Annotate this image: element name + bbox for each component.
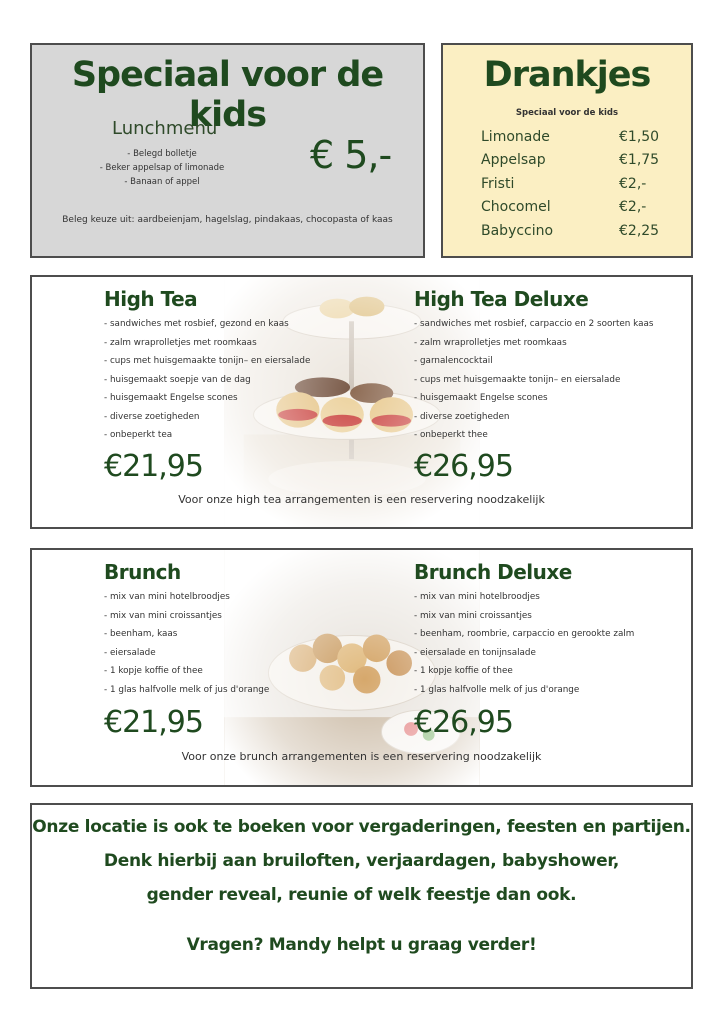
brunch-column bbox=[104, 560, 364, 699]
high-tea-title: High Tea bbox=[104, 287, 198, 311]
drink-row bbox=[481, 219, 681, 243]
drink-name: Babyccino bbox=[481, 222, 554, 239]
high-tea-deluxe-title: High Tea Deluxe bbox=[414, 287, 589, 311]
kids-menu-panel bbox=[30, 43, 425, 258]
high-tea-deluxe-price: €26,95 bbox=[414, 449, 513, 484]
events-line: Onze locatie is ook te boeken voor vergaderingen, feesten en partijen. bbox=[32, 817, 691, 837]
brunch-deluxe-items bbox=[414, 588, 674, 699]
list-item: - 1 glas halfvolle melk of jus d'orange bbox=[414, 684, 580, 695]
lunch-item: - Beker appelsap of limonade bbox=[99, 163, 225, 173]
brunch-price: €21,95 bbox=[104, 705, 203, 740]
drink-name: Appelsap bbox=[481, 152, 546, 169]
list-item: - mix van mini croissantjes bbox=[414, 610, 532, 621]
list-item: - mix van mini hotelbroodjes bbox=[104, 592, 230, 602]
drinks-title: Drankjes bbox=[483, 55, 651, 95]
brunch-panel bbox=[30, 548, 693, 787]
list-item: - diverse zoetigheden bbox=[104, 411, 200, 422]
list-item: - eiersalade bbox=[104, 647, 156, 658]
list-item: - diverse zoetigheden bbox=[414, 411, 510, 422]
events-line: gender reveal, reunie of welk feestje dan ook. bbox=[146, 885, 577, 905]
list-item: - onbeperkt thee bbox=[414, 430, 488, 440]
brunch-deluxe-title: Brunch Deluxe bbox=[414, 560, 572, 584]
lunch-item: - Belegd bolletje bbox=[127, 149, 197, 159]
brunch-reservation-note: Voor onze brunch arrangementen is een reservering noodzakelijk bbox=[181, 750, 542, 763]
list-item: - sandwiches met rosbief, gezond en kaas bbox=[104, 319, 289, 329]
drinks-panel bbox=[441, 43, 693, 258]
lunch-item: - Banaan of appel bbox=[124, 177, 200, 187]
list-item: - cups met huisgemaakte tonijn– en eiersalade bbox=[104, 356, 311, 366]
high-tea-items bbox=[104, 315, 364, 445]
drink-price: €2,- bbox=[619, 199, 647, 216]
drink-price: €2,- bbox=[619, 175, 647, 192]
list-item: - beenham, roombrie, carpaccio en gerookte zalm bbox=[414, 629, 635, 639]
brunch-deluxe-column bbox=[414, 560, 674, 699]
drink-name: Chocomel bbox=[481, 199, 551, 216]
drink-row bbox=[481, 196, 681, 220]
lunch-menu-title: Lunchmenu bbox=[112, 118, 218, 139]
list-item: - 1 kopje koffie of thee bbox=[414, 666, 513, 676]
drink-price: €2,25 bbox=[619, 222, 660, 239]
high-tea-price: €21,95 bbox=[104, 449, 203, 484]
list-item: - mix van mini hotelbroodjes bbox=[414, 592, 540, 602]
list-item: - zalm wraprolletjes met roomkaas bbox=[104, 337, 257, 348]
brunch-items bbox=[104, 588, 364, 699]
kids-topping-note: Beleg keuze uit: aardbeienjam, hagelslag, pindakaas, chocopasta of kaas bbox=[62, 215, 393, 225]
kids-title: Speciaal voor de kids bbox=[71, 55, 384, 135]
list-item: - beenham, kaas bbox=[104, 629, 178, 639]
list-item: - sandwiches met rosbief, carpaccio en 2 soorten kaas bbox=[414, 319, 654, 329]
drink-name: Limonade bbox=[481, 128, 550, 145]
events-panel bbox=[30, 803, 693, 989]
list-item: - onbeperkt tea bbox=[104, 430, 173, 440]
high-tea-reservation-note: Voor onze high tea arrangementen is een reservering noodzakelijk bbox=[178, 493, 545, 506]
list-item: - garnalencocktail bbox=[414, 356, 493, 366]
list-item: - huisgemaakt soepje van de dag bbox=[104, 374, 251, 385]
list-item: - cups met huisgemaakte tonijn– en eiersalade bbox=[414, 374, 621, 385]
list-item: - mix van mini croissantjes bbox=[104, 610, 222, 621]
list-item: - 1 glas halfvolle melk of jus d'orange bbox=[104, 684, 270, 695]
events-line: Denk hierbij aan bruiloften, verjaardagen, babyshower, bbox=[103, 851, 620, 871]
list-item: - eiersalade en tonijnsalade bbox=[414, 647, 536, 658]
high-tea-column bbox=[104, 287, 364, 445]
drinks-subtitle: Speciaal voor de kids bbox=[515, 108, 619, 118]
drink-price: €1,75 bbox=[619, 152, 660, 169]
brunch-title: Brunch bbox=[104, 560, 181, 584]
list-item: - zalm wraprolletjes met roomkaas bbox=[414, 337, 567, 348]
list-item: - huisgemaakt Engelse scones bbox=[414, 393, 548, 403]
drink-name: Fristi bbox=[481, 175, 515, 192]
drink-row bbox=[481, 149, 681, 173]
kids-price: € 5,- bbox=[310, 133, 392, 177]
list-item: - 1 kopje koffie of thee bbox=[104, 666, 203, 676]
drink-row bbox=[481, 125, 681, 149]
drink-price: €1,50 bbox=[619, 128, 660, 145]
high-tea-panel bbox=[30, 275, 693, 529]
events-question: Vragen? Mandy helpt u graag verder! bbox=[186, 935, 537, 955]
drink-row bbox=[481, 172, 681, 196]
drinks-list bbox=[481, 125, 681, 243]
lunch-menu-items bbox=[92, 147, 232, 189]
high-tea-deluxe-column bbox=[414, 287, 674, 445]
brunch-deluxe-price: €26,95 bbox=[414, 705, 513, 740]
high-tea-deluxe-items bbox=[414, 315, 674, 445]
list-item: - huisgemaakt Engelse scones bbox=[104, 393, 238, 403]
